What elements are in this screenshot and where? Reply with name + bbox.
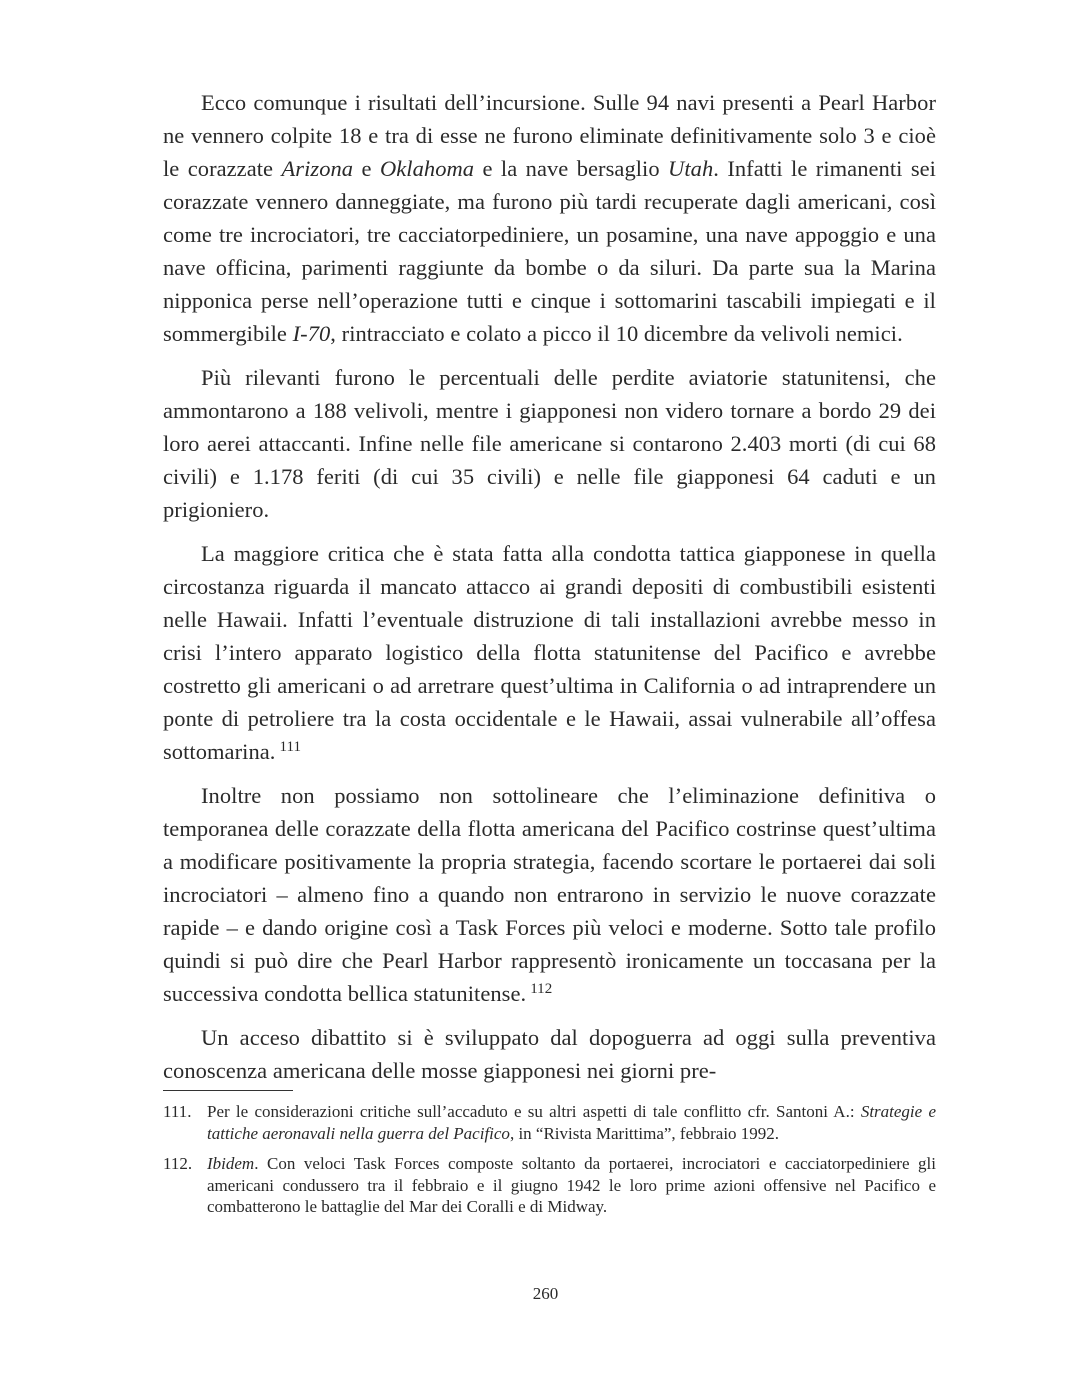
- footnote-reference: 112: [530, 981, 553, 997]
- italic-text: Oklahoma: [379, 156, 475, 181]
- italic-text: Strategie e tattiche aeronavali nella guerra del Pacifico: [207, 1102, 936, 1143]
- paragraph: [163, 537, 936, 768]
- footnote-text: [207, 1154, 936, 1216]
- text-run: Più rilevanti furono le percentuali delle perdite aviatorie statunitensi, che ammontarono a 188 velivoli, mentre i giapponesi non videro tornare a bordo 29 dei loro aerei attaccanti. Infine nelle file americane si contarono 2.403 morti (di cui 68 civili) e 1.178 feriti (di cui 35 civili) e nelle file giapponesi 64 caduti e un prigioniero.: [163, 365, 936, 522]
- text-run: Per le considerazioni critiche sull’accaduto e su altri aspetti di tale conflitto cfr. Santoni A.:: [207, 1102, 861, 1121]
- paragraph: [163, 1021, 936, 1087]
- paragraph: [163, 779, 936, 1010]
- italic-text: Ibidem: [207, 1154, 255, 1173]
- body-text: [163, 86, 936, 1098]
- text-run: , in “Rivista Marittima”, febbraio 1992.: [509, 1123, 780, 1143]
- footnote-reference: 111: [279, 739, 301, 755]
- text-run: e: [353, 156, 380, 181]
- footnotes: [163, 1101, 936, 1227]
- footnote: [163, 1101, 936, 1144]
- footnote-text: [207, 1102, 936, 1143]
- footnote-separator: [163, 1090, 293, 1091]
- italic-text: Arizona: [281, 156, 354, 181]
- text-run: . Con veloci Task Forces composte soltanto da portaerei, incrociatori e cacciatorpediniere gli americani condussero tra il febbraio e il giugno 1942 le loro prime azioni offensive nel Pacifico e combatterono le battaglie del Mar dei Coralli e di Midway.: [207, 1154, 936, 1216]
- text-run: , rintracciato e colato a picco il 10 dicembre da velivoli nemici.: [330, 321, 903, 346]
- footnote-number: 111.: [163, 1102, 192, 1121]
- text-run: La maggiore critica che è stata fatta alla condotta tattica giapponese in quella circostanza riguarda il mancato attacco ai grandi depositi di combustibili esistenti nelle Hawaii. Infatti l’eventuale distruzione di tali installazioni avrebbe messo in crisi l’intero apparato logistico della flotta statunitense del Pacifico e avrebbe costretto gli americani o ad arretrare quest’ultima in California o ad intraprendere un ponte di petroliere tra la costa occidentale e le Hawaii, assai vulnerabile all’offesa sottomarina.: [163, 541, 936, 764]
- paragraph: [163, 86, 936, 350]
- page-number: 260: [532, 1284, 559, 1303]
- text-run: e la nave bersaglio: [474, 156, 669, 181]
- text-run: . Infatti le rimanenti sei corazzate vennero danneggiate, ma furono più tardi recuperate dagli americani, così come tre incrociatori, tre cacciatorpediniere, un posamine, una nave appoggio e una nave officina, parimenti raggiunte da bombe o da siluri. Da parte sua la Marina nipponica perse nell’operazione tutti e cinque i sottomarini tascabili impiegati e il sommergibile: [163, 156, 936, 346]
- text-run: Inoltre non possiamo non sottolineare che l’eliminazione definitiva o temporanea delle corazzate della flotta americana del Pacifico costrinse quest’ultima a modificare positivamente la propria strategia, facendo scortare le portaerei dai soli incrociatori – almeno fino a quando non entrarono in servizio le nuove corazzate rapide – e dando origine così a Task Forces più veloci e moderne. Sotto tale profilo quindi si può dire che Pearl Harbor rappresentò ironicamente un toccasana per la successiva condotta bellica statunitense.: [163, 783, 936, 1006]
- footnote-number: 112.: [163, 1154, 193, 1173]
- italic-text: Utah: [668, 156, 714, 181]
- footnote: [163, 1153, 936, 1218]
- text-run: Ecco comunque i risultati dell’incursione. Sulle 94 navi presenti a Pearl Harbor ne vennero colpite 18 e tra di esse ne furono eliminate definitivamente solo 3 e cioè le corazzate: [163, 90, 936, 181]
- text-run: Un acceso dibattito si è sviluppato dal dopoguerra ad oggi sulla preventiva conoscenza americana delle mosse giapponesi nei giorni pre-: [163, 1025, 936, 1083]
- paragraph: [163, 361, 936, 526]
- italic-text: I-70: [292, 321, 331, 346]
